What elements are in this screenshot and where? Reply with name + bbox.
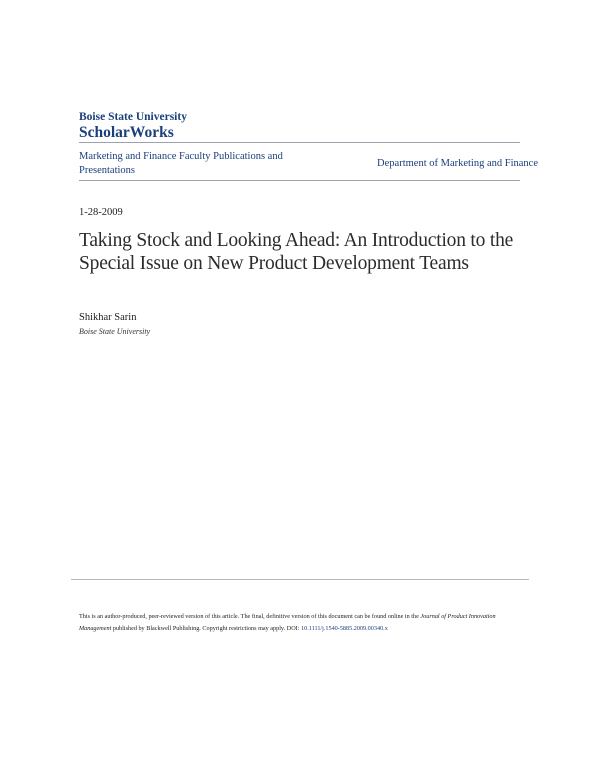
notice-text-start: This is an author-produced, peer-reviewed version of this article. The final, definitive version of this document can be found online in the [79, 613, 421, 620]
header-divider-top [79, 142, 520, 143]
department-link[interactable]: Department of Marketing and Finance [377, 158, 538, 169]
footer-divider [71, 579, 529, 580]
journal-name: Journal of Product Innovation Management [79, 613, 496, 632]
notice-text-end: published by Blackwell Publishing. Copyright restrictions may apply. DOI: [111, 625, 301, 632]
article-title: Taking Stock and Looking Ahead: An Introduction to the Special Issue on New Product Development Teams [79, 230, 514, 274]
header-divider-bottom [79, 180, 520, 181]
publication-date: 1-28-2009 [79, 207, 123, 218]
publication-notice [79, 611, 524, 635]
university-name: Boise State University [79, 111, 187, 123]
repository-brand[interactable] [79, 110, 187, 142]
author-name[interactable]: Shikhar Sarin [79, 312, 137, 323]
author-affiliation: Boise State University [79, 327, 151, 336]
doi-link[interactable]: 10.1111/j.1540-5885.2009.00340.x [301, 625, 388, 632]
repository-name: ScholarWorks [79, 124, 174, 141]
collection-link[interactable]: Marketing and Finance Faculty Publications and Presentations [79, 151, 283, 176]
